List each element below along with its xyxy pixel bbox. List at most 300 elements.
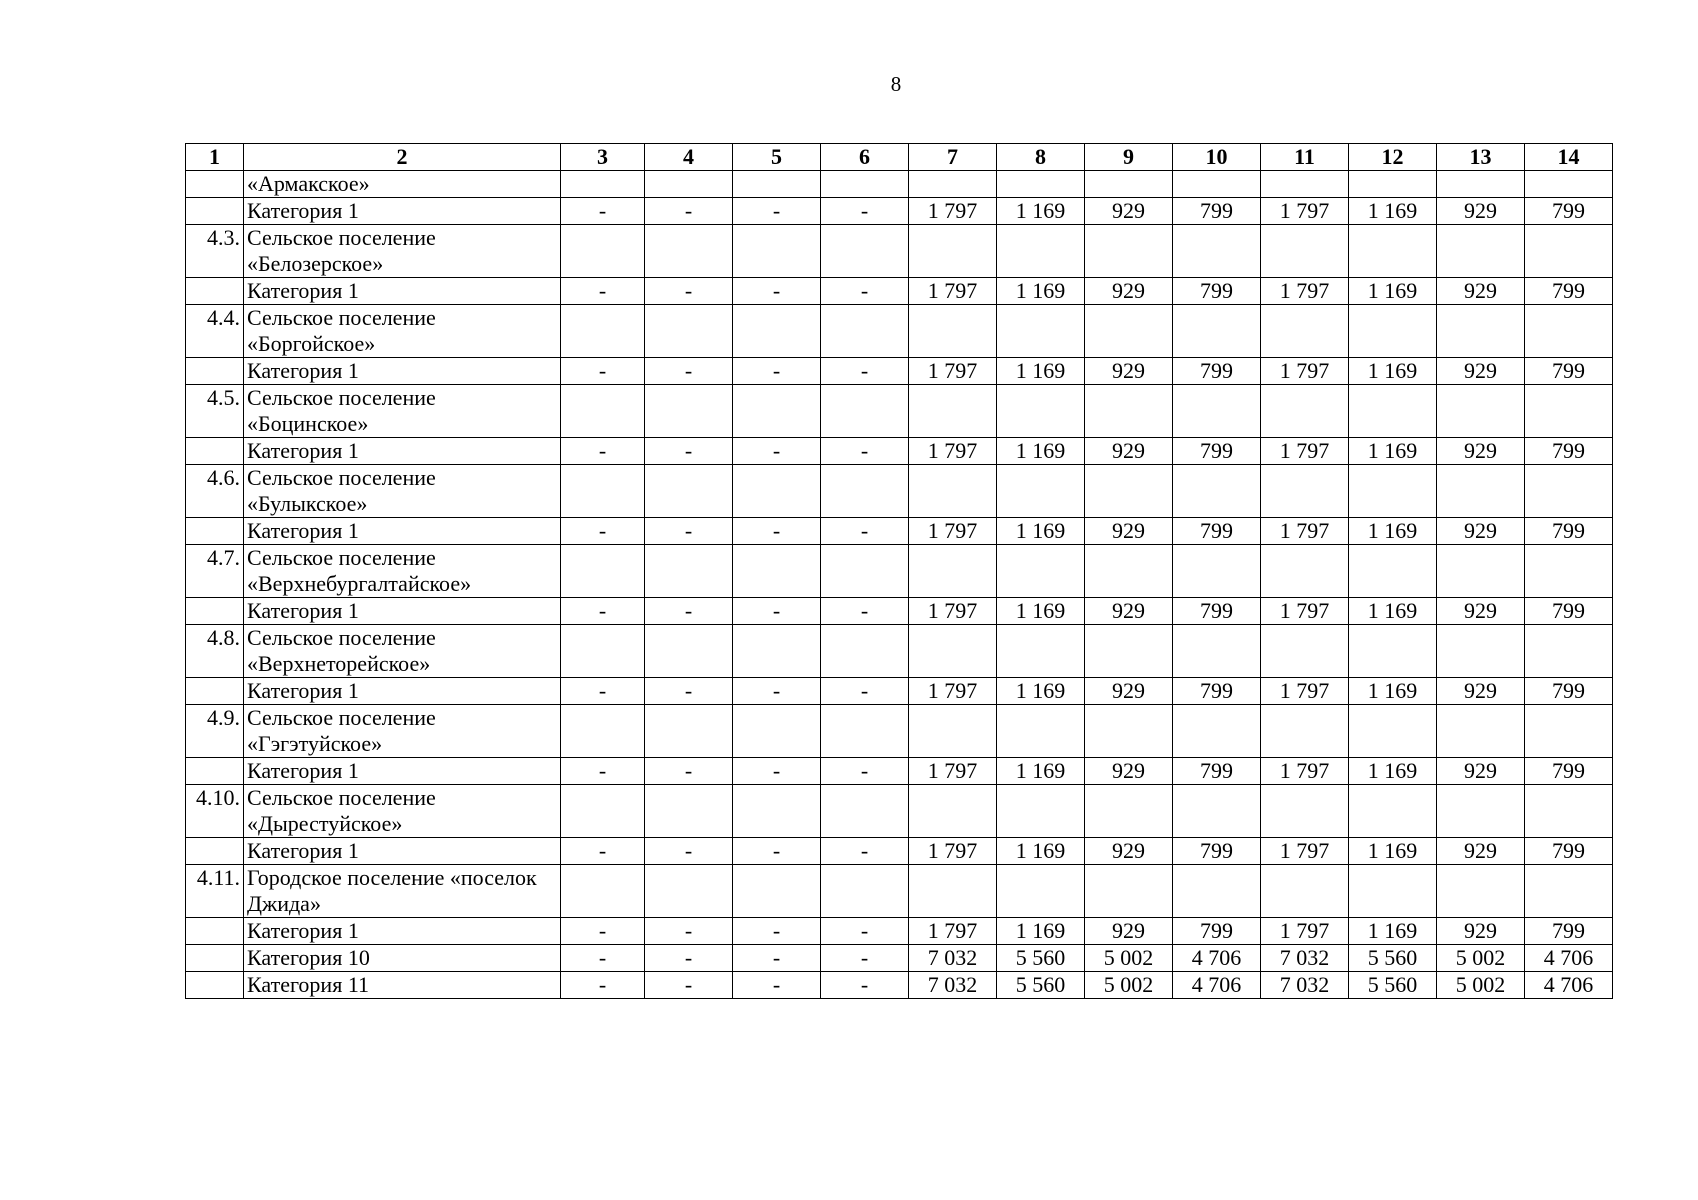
value-cell	[997, 545, 1085, 598]
value-cell	[645, 305, 733, 358]
value-cell: 1 797	[1261, 678, 1349, 705]
value-cell	[1085, 545, 1173, 598]
value-cell: 4 706	[1173, 945, 1261, 972]
row-name: Категория 1	[244, 358, 561, 385]
row-name: Категория 1	[244, 518, 561, 545]
value-cell: 4 706	[1525, 972, 1613, 999]
value-cell: 929	[1437, 838, 1525, 865]
value-cell: 799	[1525, 198, 1613, 225]
value-cell: -	[733, 678, 821, 705]
value-cell	[1085, 785, 1173, 838]
value-cell: 929	[1085, 598, 1173, 625]
value-cell	[997, 385, 1085, 438]
value-cell	[1349, 465, 1437, 518]
value-cell: 929	[1437, 918, 1525, 945]
table-row	[186, 625, 1613, 678]
value-cell: -	[821, 678, 909, 705]
value-cell: 5 002	[1437, 972, 1525, 999]
table-row	[186, 171, 1613, 198]
value-cell	[733, 385, 821, 438]
row-number: 4.9.	[186, 705, 244, 758]
table-header-row	[186, 144, 1613, 171]
value-cell: 799	[1173, 198, 1261, 225]
value-cell	[821, 171, 909, 198]
value-cell	[1085, 865, 1173, 918]
row-number	[186, 518, 244, 545]
table-row	[186, 678, 1613, 705]
value-cell	[1525, 705, 1613, 758]
value-cell: -	[821, 972, 909, 999]
header-cell-9: 9	[1085, 144, 1173, 171]
value-cell: -	[821, 758, 909, 785]
row-name: Сельское поселение «Дырестуйское»	[244, 785, 561, 838]
value-cell	[1173, 465, 1261, 518]
value-cell: 1 797	[909, 198, 997, 225]
row-number	[186, 278, 244, 305]
value-cell	[1085, 465, 1173, 518]
value-cell: 929	[1085, 518, 1173, 545]
row-name: Сельское поселение «Верхнебургалтайское»	[244, 545, 561, 598]
value-cell	[1349, 705, 1437, 758]
value-cell: -	[561, 972, 645, 999]
value-cell: -	[561, 438, 645, 465]
value-cell: 1 169	[1349, 918, 1437, 945]
value-cell	[1261, 705, 1349, 758]
table-row	[186, 945, 1613, 972]
value-cell: 1 797	[909, 518, 997, 545]
value-cell	[645, 545, 733, 598]
value-cell	[1349, 171, 1437, 198]
row-number: 4.10.	[186, 785, 244, 838]
value-cell	[645, 625, 733, 678]
value-cell	[733, 785, 821, 838]
value-cell	[645, 705, 733, 758]
value-cell	[821, 865, 909, 918]
value-cell	[1085, 625, 1173, 678]
value-cell	[1261, 305, 1349, 358]
row-name: Сельское поселение «Боргойское»	[244, 305, 561, 358]
row-number	[186, 598, 244, 625]
value-cell: 1 797	[1261, 278, 1349, 305]
value-cell: -	[821, 518, 909, 545]
value-cell	[561, 705, 645, 758]
header-cell-10: 10	[1173, 144, 1261, 171]
value-cell: 5 560	[997, 972, 1085, 999]
value-cell: 5 002	[1085, 945, 1173, 972]
value-cell	[1173, 545, 1261, 598]
value-cell: 799	[1173, 758, 1261, 785]
value-cell	[1525, 305, 1613, 358]
value-cell: -	[645, 918, 733, 945]
value-cell: 1 797	[1261, 438, 1349, 465]
value-cell: -	[561, 598, 645, 625]
value-cell	[1525, 171, 1613, 198]
value-cell: 1 169	[997, 198, 1085, 225]
value-cell	[1173, 705, 1261, 758]
value-cell: -	[645, 838, 733, 865]
header-cell-11: 11	[1261, 144, 1349, 171]
value-cell	[1261, 625, 1349, 678]
value-cell: -	[821, 278, 909, 305]
value-cell: 799	[1525, 518, 1613, 545]
value-cell	[1261, 865, 1349, 918]
value-cell	[1525, 545, 1613, 598]
value-cell: -	[733, 838, 821, 865]
value-cell	[821, 625, 909, 678]
value-cell: 929	[1437, 278, 1525, 305]
value-cell	[561, 305, 645, 358]
value-cell: 1 797	[1261, 518, 1349, 545]
value-cell: -	[561, 278, 645, 305]
row-number	[186, 438, 244, 465]
value-cell	[909, 545, 997, 598]
value-cell: -	[645, 438, 733, 465]
value-cell: 5 560	[1349, 972, 1437, 999]
value-cell	[909, 625, 997, 678]
row-number: 4.3.	[186, 225, 244, 278]
value-cell	[645, 465, 733, 518]
value-cell: 929	[1085, 918, 1173, 945]
value-cell: 929	[1085, 678, 1173, 705]
value-cell: 929	[1085, 758, 1173, 785]
value-cell: 1 797	[1261, 918, 1349, 945]
value-cell: 5 002	[1085, 972, 1173, 999]
value-cell	[997, 465, 1085, 518]
value-cell: 1 169	[997, 598, 1085, 625]
value-cell: 799	[1173, 838, 1261, 865]
value-cell: 7 032	[1261, 945, 1349, 972]
value-cell	[1349, 225, 1437, 278]
value-cell: 1 797	[909, 918, 997, 945]
value-cell	[1437, 305, 1525, 358]
value-cell: -	[821, 598, 909, 625]
value-cell	[1437, 625, 1525, 678]
value-cell: -	[733, 278, 821, 305]
value-cell: 5 002	[1437, 945, 1525, 972]
table-row	[186, 598, 1613, 625]
row-number	[186, 972, 244, 999]
value-cell: -	[733, 758, 821, 785]
value-cell	[733, 225, 821, 278]
value-cell	[733, 705, 821, 758]
value-cell: 929	[1085, 438, 1173, 465]
value-cell	[645, 785, 733, 838]
value-cell: 929	[1437, 358, 1525, 385]
row-name: Категория 1	[244, 838, 561, 865]
value-cell	[1261, 225, 1349, 278]
value-cell: 1 797	[1261, 838, 1349, 865]
row-name: Категория 1	[244, 438, 561, 465]
value-cell: -	[645, 198, 733, 225]
row-name: Категория 1	[244, 278, 561, 305]
value-cell: 929	[1437, 678, 1525, 705]
value-cell	[1349, 385, 1437, 438]
value-cell: 1 169	[997, 838, 1085, 865]
value-cell	[997, 225, 1085, 278]
value-cell: -	[821, 945, 909, 972]
row-name: Категория 1	[244, 678, 561, 705]
value-cell: -	[561, 918, 645, 945]
value-cell: 1 169	[997, 278, 1085, 305]
header-cell-4: 4	[645, 144, 733, 171]
value-cell: -	[821, 918, 909, 945]
value-cell: 799	[1173, 918, 1261, 945]
value-cell: -	[733, 198, 821, 225]
value-cell: -	[733, 438, 821, 465]
value-cell	[821, 225, 909, 278]
value-cell	[1085, 225, 1173, 278]
row-number	[186, 198, 244, 225]
value-cell	[1437, 225, 1525, 278]
value-cell	[1437, 785, 1525, 838]
value-cell	[1437, 465, 1525, 518]
value-cell	[821, 305, 909, 358]
table-row	[186, 438, 1613, 465]
value-cell: 1 169	[997, 438, 1085, 465]
value-cell: 799	[1525, 918, 1613, 945]
value-cell	[645, 171, 733, 198]
table-row	[186, 785, 1613, 838]
value-cell: -	[821, 838, 909, 865]
value-cell	[997, 625, 1085, 678]
value-cell	[909, 705, 997, 758]
row-name: Сельское поселение «Гэгэтуйское»	[244, 705, 561, 758]
table-row	[186, 972, 1613, 999]
header-cell-12: 12	[1349, 144, 1437, 171]
value-cell: 929	[1437, 758, 1525, 785]
value-cell	[1437, 865, 1525, 918]
value-cell: 1 169	[1349, 358, 1437, 385]
header-cell-13: 13	[1437, 144, 1525, 171]
value-cell	[1173, 385, 1261, 438]
value-cell	[909, 785, 997, 838]
value-cell: 1 169	[1349, 438, 1437, 465]
value-cell: -	[561, 518, 645, 545]
value-cell	[561, 385, 645, 438]
value-cell: 1 169	[1349, 598, 1437, 625]
value-cell: -	[645, 972, 733, 999]
row-number: 4.7.	[186, 545, 244, 598]
row-number	[186, 758, 244, 785]
value-cell	[1173, 865, 1261, 918]
value-cell	[997, 705, 1085, 758]
value-cell: 799	[1525, 598, 1613, 625]
value-cell: 1 797	[909, 358, 997, 385]
value-cell	[821, 385, 909, 438]
tariff-table	[185, 143, 1613, 999]
value-cell: 1 797	[909, 678, 997, 705]
table-row	[186, 225, 1613, 278]
row-name: Категория 1	[244, 198, 561, 225]
value-cell	[733, 545, 821, 598]
value-cell: -	[645, 945, 733, 972]
value-cell: -	[733, 518, 821, 545]
row-name: Категория 1	[244, 758, 561, 785]
value-cell: 1 169	[997, 678, 1085, 705]
value-cell	[1261, 171, 1349, 198]
value-cell: 929	[1437, 518, 1525, 545]
row-number	[186, 171, 244, 198]
table-row	[186, 465, 1613, 518]
value-cell: 799	[1525, 358, 1613, 385]
value-cell: 1 169	[997, 918, 1085, 945]
row-number: 4.8.	[186, 625, 244, 678]
value-cell: 1 169	[1349, 198, 1437, 225]
value-cell	[733, 171, 821, 198]
row-name: Городское поселение «поселок Джида»	[244, 865, 561, 918]
value-cell: 799	[1173, 358, 1261, 385]
value-cell	[1349, 865, 1437, 918]
value-cell: -	[733, 972, 821, 999]
value-cell: 1 797	[909, 758, 997, 785]
value-cell: 1 169	[997, 758, 1085, 785]
value-cell	[1437, 545, 1525, 598]
header-cell-3: 3	[561, 144, 645, 171]
value-cell	[997, 785, 1085, 838]
value-cell: 799	[1525, 438, 1613, 465]
value-cell	[1085, 305, 1173, 358]
value-cell: -	[561, 358, 645, 385]
value-cell	[733, 625, 821, 678]
row-name: Категория 1	[244, 598, 561, 625]
value-cell	[733, 465, 821, 518]
value-cell: 929	[1085, 278, 1173, 305]
value-cell: -	[561, 945, 645, 972]
value-cell	[1525, 625, 1613, 678]
row-name: «Армакское»	[244, 171, 561, 198]
value-cell	[1525, 465, 1613, 518]
value-cell	[909, 305, 997, 358]
value-cell	[1173, 171, 1261, 198]
value-cell: 799	[1525, 758, 1613, 785]
value-cell: 1 797	[909, 598, 997, 625]
row-number	[186, 838, 244, 865]
value-cell	[997, 305, 1085, 358]
table-row	[186, 305, 1613, 358]
value-cell	[1525, 385, 1613, 438]
value-cell: -	[561, 678, 645, 705]
value-cell	[1085, 171, 1173, 198]
page-number: 8	[890, 72, 902, 96]
value-cell	[1525, 785, 1613, 838]
table-row	[186, 865, 1613, 918]
value-cell	[909, 171, 997, 198]
value-cell	[1173, 225, 1261, 278]
value-cell: -	[561, 838, 645, 865]
value-cell	[997, 865, 1085, 918]
value-cell	[909, 865, 997, 918]
value-cell: 4 706	[1525, 945, 1613, 972]
value-cell	[821, 785, 909, 838]
value-cell: 1 169	[1349, 838, 1437, 865]
table-row	[186, 385, 1613, 438]
value-cell: 929	[1437, 438, 1525, 465]
value-cell	[1173, 625, 1261, 678]
value-cell: 929	[1085, 838, 1173, 865]
row-number	[186, 358, 244, 385]
row-number	[186, 678, 244, 705]
value-cell: 1 169	[1349, 678, 1437, 705]
table-row	[186, 838, 1613, 865]
value-cell: -	[645, 678, 733, 705]
value-cell	[561, 625, 645, 678]
table-row	[186, 545, 1613, 598]
row-name: Категория 10	[244, 945, 561, 972]
value-cell	[1085, 705, 1173, 758]
value-cell	[821, 465, 909, 518]
value-cell: -	[561, 758, 645, 785]
value-cell: 7 032	[909, 972, 997, 999]
value-cell: 929	[1437, 198, 1525, 225]
value-cell: -	[733, 918, 821, 945]
value-cell: 4 706	[1173, 972, 1261, 999]
value-cell: 7 032	[909, 945, 997, 972]
row-number: 4.4.	[186, 305, 244, 358]
header-cell-2: 2	[244, 144, 561, 171]
value-cell: -	[645, 358, 733, 385]
value-cell	[561, 225, 645, 278]
value-cell: 7 032	[1261, 972, 1349, 999]
row-name: Сельское поселение «Булыкское»	[244, 465, 561, 518]
value-cell: 1 169	[1349, 278, 1437, 305]
header-cell-5: 5	[733, 144, 821, 171]
value-cell	[1261, 545, 1349, 598]
header-cell-1: 1	[186, 144, 244, 171]
value-cell: 1 169	[997, 518, 1085, 545]
value-cell: 1 169	[997, 358, 1085, 385]
value-cell: -	[645, 598, 733, 625]
value-cell	[645, 865, 733, 918]
value-cell: 929	[1085, 198, 1173, 225]
value-cell: 799	[1173, 678, 1261, 705]
value-cell: 5 560	[1349, 945, 1437, 972]
value-cell	[645, 225, 733, 278]
value-cell	[1525, 865, 1613, 918]
value-cell	[1437, 705, 1525, 758]
value-cell: -	[645, 278, 733, 305]
value-cell: 799	[1173, 278, 1261, 305]
value-cell: 799	[1525, 278, 1613, 305]
value-cell: 799	[1525, 838, 1613, 865]
value-cell: -	[821, 358, 909, 385]
value-cell	[561, 785, 645, 838]
value-cell: 1 797	[1261, 198, 1349, 225]
value-cell: -	[645, 518, 733, 545]
value-cell: 1 797	[1261, 358, 1349, 385]
value-cell	[1349, 625, 1437, 678]
value-cell: 799	[1173, 438, 1261, 465]
value-cell	[561, 865, 645, 918]
value-cell	[909, 385, 997, 438]
value-cell: -	[821, 438, 909, 465]
value-cell	[909, 465, 997, 518]
value-cell: -	[733, 945, 821, 972]
value-cell: -	[733, 598, 821, 625]
value-cell: -	[821, 198, 909, 225]
row-number: 4.11.	[186, 865, 244, 918]
header-cell-6: 6	[821, 144, 909, 171]
value-cell: 1 797	[1261, 598, 1349, 625]
value-cell	[561, 465, 645, 518]
value-cell	[1261, 465, 1349, 518]
value-cell	[733, 865, 821, 918]
header-cell-7: 7	[909, 144, 997, 171]
value-cell: 799	[1173, 598, 1261, 625]
row-name: Сельское поселение «Верхнеторейское»	[244, 625, 561, 678]
value-cell: 1 797	[1261, 758, 1349, 785]
value-cell	[561, 171, 645, 198]
value-cell	[1085, 385, 1173, 438]
